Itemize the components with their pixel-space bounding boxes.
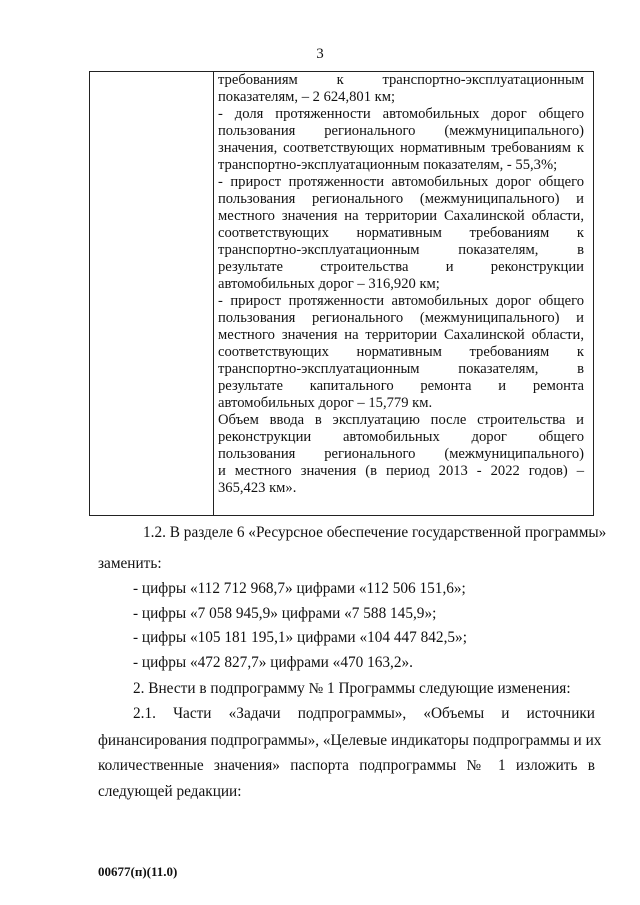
- cell-line: результате строительства и реконструкции: [218, 259, 584, 275]
- cell-line: и местного значения (в период 2013 - 2022 годов) –: [218, 463, 584, 479]
- cell-line: - прирост протяженности автомобильных дорог общего: [218, 293, 584, 309]
- cell-line: значения, соответствующих нормативным требованиям к: [218, 140, 584, 156]
- cell-line: Объем ввода в эксплуатацию после строительства и: [218, 412, 584, 428]
- page-number: 3: [316, 46, 324, 62]
- cell-line: соответствующих нормативным требованиям к: [218, 344, 584, 360]
- program-passport-table: [89, 71, 594, 516]
- paragraph-1-2-line: заменить:: [98, 555, 162, 572]
- document-footer-code: 00677(п)(11.0): [98, 864, 178, 879]
- paragraph-2-1-line: количественные значения» паспорта подпрограммы № 1 изложить в: [98, 757, 595, 774]
- cell-line: автомобильных дорог – 15,779 км.: [218, 395, 433, 411]
- replacement-item: - цифры «112 712 968,7» цифрами «112 506 151,6»;: [133, 580, 466, 597]
- cell-line: соответствующих нормативным требованиям к: [218, 225, 584, 241]
- cell-line: транспортно-эксплуатационным показателям, - 55,3%;: [218, 157, 558, 173]
- cell-line: пользования регионального (межмуниципального): [218, 446, 584, 462]
- cell-line: 365,423 км».: [218, 480, 297, 496]
- cell-line: автомобильных дорог – 316,920 км;: [218, 276, 440, 292]
- paragraph-2-1-line: следующей редакции:: [98, 783, 242, 800]
- paragraph-2: 2. Внести в подпрограмму № 1 Программы следующие изменения:: [133, 680, 571, 697]
- cell-line: пользования регионального (межмуниципального): [218, 123, 584, 139]
- cell-line: пользования регионального (межмуниципального) и: [218, 310, 584, 326]
- cell-line: - прирост протяженности автомобильных дорог общего: [218, 174, 584, 190]
- paragraph-2-1-line: финансирования подпрограммы», «Целевые индикаторы подпрограммы и их: [98, 732, 602, 749]
- table-left-cell: [90, 72, 213, 515]
- cell-line: транспортно-эксплуатационным показателям, в: [218, 361, 584, 377]
- cell-line: местного значения на территории Сахалинской области,: [218, 208, 584, 224]
- paragraph-2-1-line: 2.1. Части «Задачи подпрограммы», «Объемы и источники: [133, 705, 595, 722]
- replacement-item: - цифры «105 181 195,1» цифрами «104 447 842,5»;: [133, 629, 467, 646]
- cell-line: требованиям к транспортно-эксплуатационным: [218, 72, 584, 88]
- cell-line: показателям, – 2 624,801 км;: [218, 89, 396, 105]
- replacement-item: - цифры «7 058 945,9» цифрами «7 588 145,9»;: [133, 605, 437, 622]
- cell-line: результате капитального ремонта и ремонта: [218, 378, 584, 394]
- replacement-item: - цифры «472 827,7» цифрами «470 163,2».: [133, 654, 413, 671]
- table-column-divider: [213, 72, 214, 515]
- cell-line: - доля протяженности автомобильных дорог общего: [218, 106, 584, 122]
- cell-line: пользования регионального (межмуниципального) и: [218, 191, 584, 207]
- cell-line: местного значения на территории Сахалинской области,: [218, 327, 584, 343]
- cell-line: транспортно-эксплуатационным показателям, в: [218, 242, 584, 258]
- cell-line: реконструкции автомобильных дорог общего: [218, 429, 584, 445]
- paragraph-1-2-line: 1.2. В разделе 6 «Ресурсное обеспечение государственной программы»: [143, 524, 607, 541]
